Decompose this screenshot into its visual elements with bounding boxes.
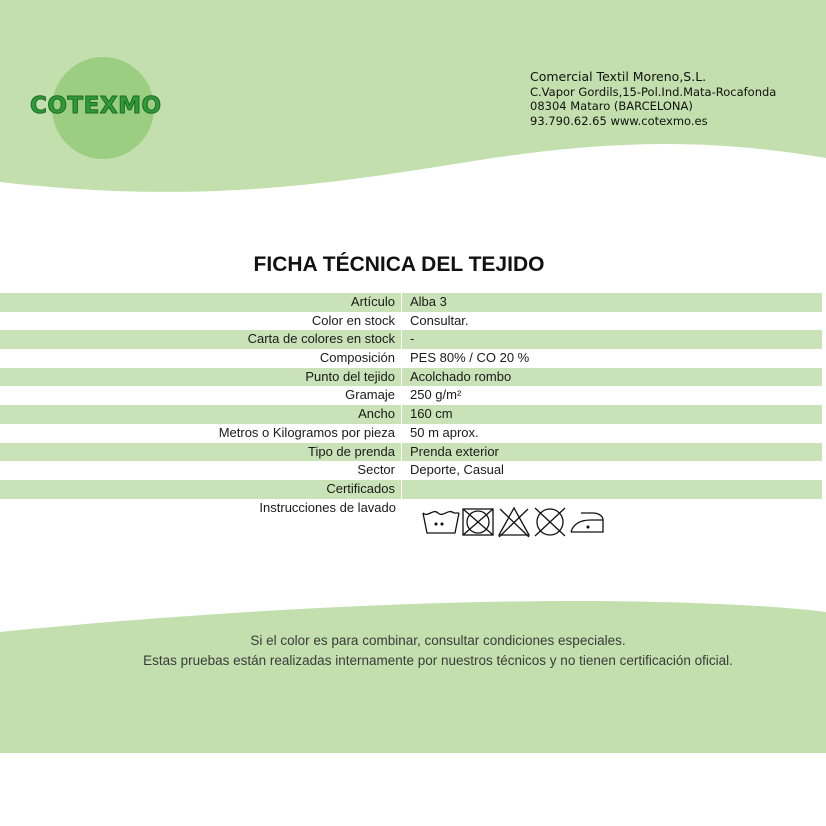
spec-label: Artículo (0, 293, 402, 312)
spec-table (0, 293, 822, 543)
footer-line-2: Estas pruebas están realizadas internamente por nuestros técnicos y no tienen certificación oficial. (143, 652, 733, 668)
iron-low-icon (571, 513, 603, 532)
spec-row-metros (0, 424, 822, 443)
footer-notes (0, 631, 826, 670)
no-dry-clean-icon (535, 508, 565, 536)
spec-row-color-stock (0, 312, 822, 331)
company-logo: COTEXMO (30, 93, 162, 119)
spec-label: Ancho (0, 405, 402, 424)
spec-label: Punto del tejido (0, 368, 402, 387)
company-name: Comercial Textil Moreno,S.L. (530, 69, 707, 84)
spec-label: Carta de colores en stock (0, 330, 402, 349)
spec-label: Tipo de prenda (0, 443, 402, 462)
spec-row-tipo-prenda (0, 443, 822, 462)
no-bleach-icon (499, 508, 529, 537)
company-city: 08304 Mataro (BARCELONA) (530, 99, 693, 113)
spec-row-ancho (0, 405, 822, 424)
spec-value: Acolchado rombo (410, 368, 512, 384)
spec-label: Composición (0, 349, 402, 368)
spec-row-composicion (0, 349, 822, 368)
no-tumble-dry-icon (463, 509, 493, 535)
spec-row-carta-colores (0, 330, 822, 349)
page-title: FICHA TÉCNICA DEL TEJIDO (253, 253, 545, 276)
spec-row-sector (0, 461, 822, 480)
company-info (530, 70, 776, 128)
spec-label: Certificados (0, 480, 402, 499)
spec-value: - (410, 331, 415, 347)
footer-wave (0, 601, 826, 753)
company-address: C.Vapor Gordils,15-Pol.Ind.Mata-Rocafonda (530, 84, 777, 99)
spec-value: 160 cm (410, 406, 453, 422)
spec-row-articulo (0, 293, 822, 312)
wash-30-icon (423, 512, 459, 533)
spec-row-lavado (0, 499, 822, 543)
spec-row-punto (0, 368, 822, 387)
spec-label: Gramaje (0, 386, 402, 405)
spec-row-certificados (0, 480, 822, 499)
spec-value: Alba 3 (410, 294, 447, 309)
spec-value: Prenda exterior (410, 443, 499, 459)
spec-label: Sector (0, 461, 402, 480)
spec-value: 250 g/m² (410, 387, 462, 403)
spec-label: Color en stock (0, 312, 402, 331)
spec-label: Metros o Kilogramos por pieza (0, 424, 402, 443)
spec-value: Consultar. (410, 312, 469, 328)
spec-value: Deporte, Casual (410, 462, 504, 478)
spec-label: Instrucciones de lavado (259, 499, 396, 515)
footer-line-1: Si el color es para combinar, consultar condiciones especiales. (250, 633, 626, 648)
care-instructions (421, 505, 611, 539)
spec-row-gramaje (0, 386, 822, 405)
spec-value: 50 m aprox. (410, 424, 479, 440)
spec-value: PES 80% / CO 20 % (410, 350, 530, 366)
company-contact: 93.790.62.65 www.cotexmo.es (530, 113, 708, 128)
